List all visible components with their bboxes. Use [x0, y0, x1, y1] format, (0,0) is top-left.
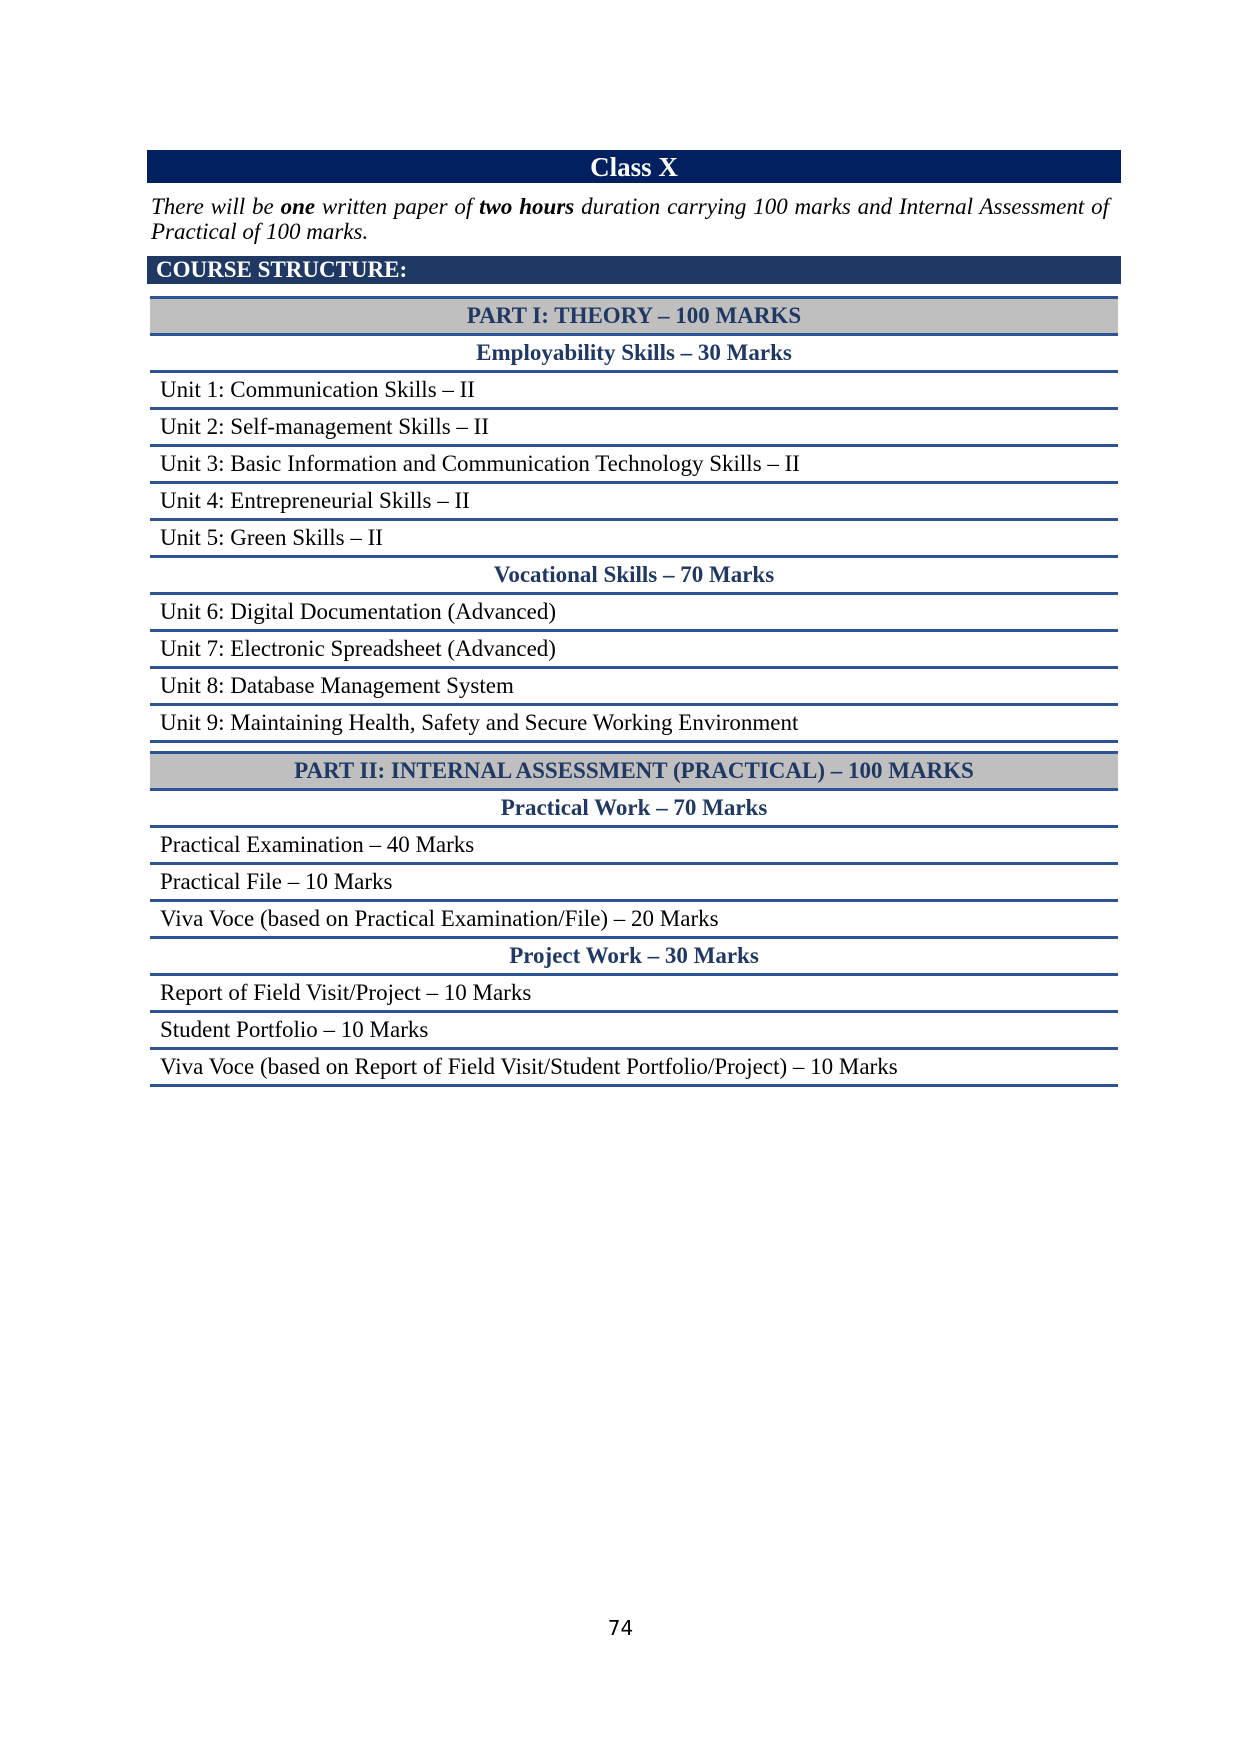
- table-row: [150, 557, 1118, 594]
- project-item: Report of Field Visit/Project – 10 Marks: [150, 975, 1118, 1012]
- employability-heading: Employability Skills – 30 Marks: [150, 335, 1118, 372]
- unit-row: Unit 8: Database Management System: [150, 668, 1118, 705]
- table-row: [150, 483, 1118, 520]
- vocational-heading: Vocational Skills – 70 Marks: [150, 557, 1118, 594]
- unit-row: Unit 9: Maintaining Health, Safety and Secure Working Environment: [150, 705, 1118, 742]
- table-row: [150, 901, 1118, 938]
- practical-item: Practical File – 10 Marks: [150, 864, 1118, 901]
- intro-bold-1: one: [280, 194, 316, 219]
- class-title: Class X: [147, 150, 1121, 183]
- project-item: Student Portfolio – 10 Marks: [150, 1012, 1118, 1049]
- unit-row: Unit 4: Entrepreneurial Skills – II: [150, 483, 1118, 520]
- document-page: [147, 150, 1121, 1087]
- table-row: [150, 790, 1118, 827]
- intro-text-1: There will be: [151, 194, 281, 219]
- table-row: [150, 298, 1118, 335]
- table-row: [150, 335, 1118, 372]
- table-row: [150, 975, 1118, 1012]
- table-row: [150, 520, 1118, 557]
- intro-text-2: written paper of: [315, 194, 480, 219]
- table-row: [150, 1049, 1118, 1086]
- course-structure-heading: COURSE STRUCTURE:: [147, 256, 1121, 284]
- table-spacer: [150, 742, 1118, 753]
- page-number: 74: [607, 1616, 634, 1640]
- intro-text-3: duration carrying 100 marks and Internal Assessment of Practical of 100 marks.: [151, 194, 1109, 244]
- table-row: [150, 446, 1118, 483]
- intro-bold-2: two hours: [479, 194, 575, 219]
- table-row: [150, 594, 1118, 631]
- table-row: [150, 668, 1118, 705]
- practical-item: Practical Examination – 40 Marks: [150, 827, 1118, 864]
- table-row: [150, 827, 1118, 864]
- project-item: Viva Voce (based on Report of Field Visit/Student Portfolio/Project) – 10 Marks: [150, 1049, 1118, 1086]
- unit-row: Unit 6: Digital Documentation (Advanced): [150, 594, 1118, 631]
- table-row: [150, 705, 1118, 742]
- table-row: [150, 372, 1118, 409]
- spacer-cell: [150, 742, 1118, 753]
- unit-row: Unit 2: Self-management Skills – II: [150, 409, 1118, 446]
- unit-row: Unit 1: Communication Skills – II: [150, 372, 1118, 409]
- table-row: [150, 409, 1118, 446]
- table-row: [150, 938, 1118, 975]
- unit-row: Unit 5: Green Skills – II: [150, 520, 1118, 557]
- unit-row: Unit 3: Basic Information and Communication Technology Skills – II: [150, 446, 1118, 483]
- table-row: [150, 753, 1118, 790]
- practical-item: Viva Voce (based on Practical Examination/File) – 20 Marks: [150, 901, 1118, 938]
- part-2-title: PART II: INTERNAL ASSESSMENT (PRACTICAL) – 100 MARKS: [150, 753, 1118, 790]
- project-heading: Project Work – 30 Marks: [150, 938, 1118, 975]
- course-structure-table: [150, 296, 1118, 1087]
- part-1-title: PART I: THEORY – 100 MARKS: [150, 298, 1118, 335]
- table-row: [150, 864, 1118, 901]
- practical-heading: Practical Work – 70 Marks: [150, 790, 1118, 827]
- table-row: [150, 631, 1118, 668]
- table-row: [150, 1012, 1118, 1049]
- intro-paragraph: [151, 194, 1109, 244]
- unit-row: Unit 7: Electronic Spreadsheet (Advanced): [150, 631, 1118, 668]
